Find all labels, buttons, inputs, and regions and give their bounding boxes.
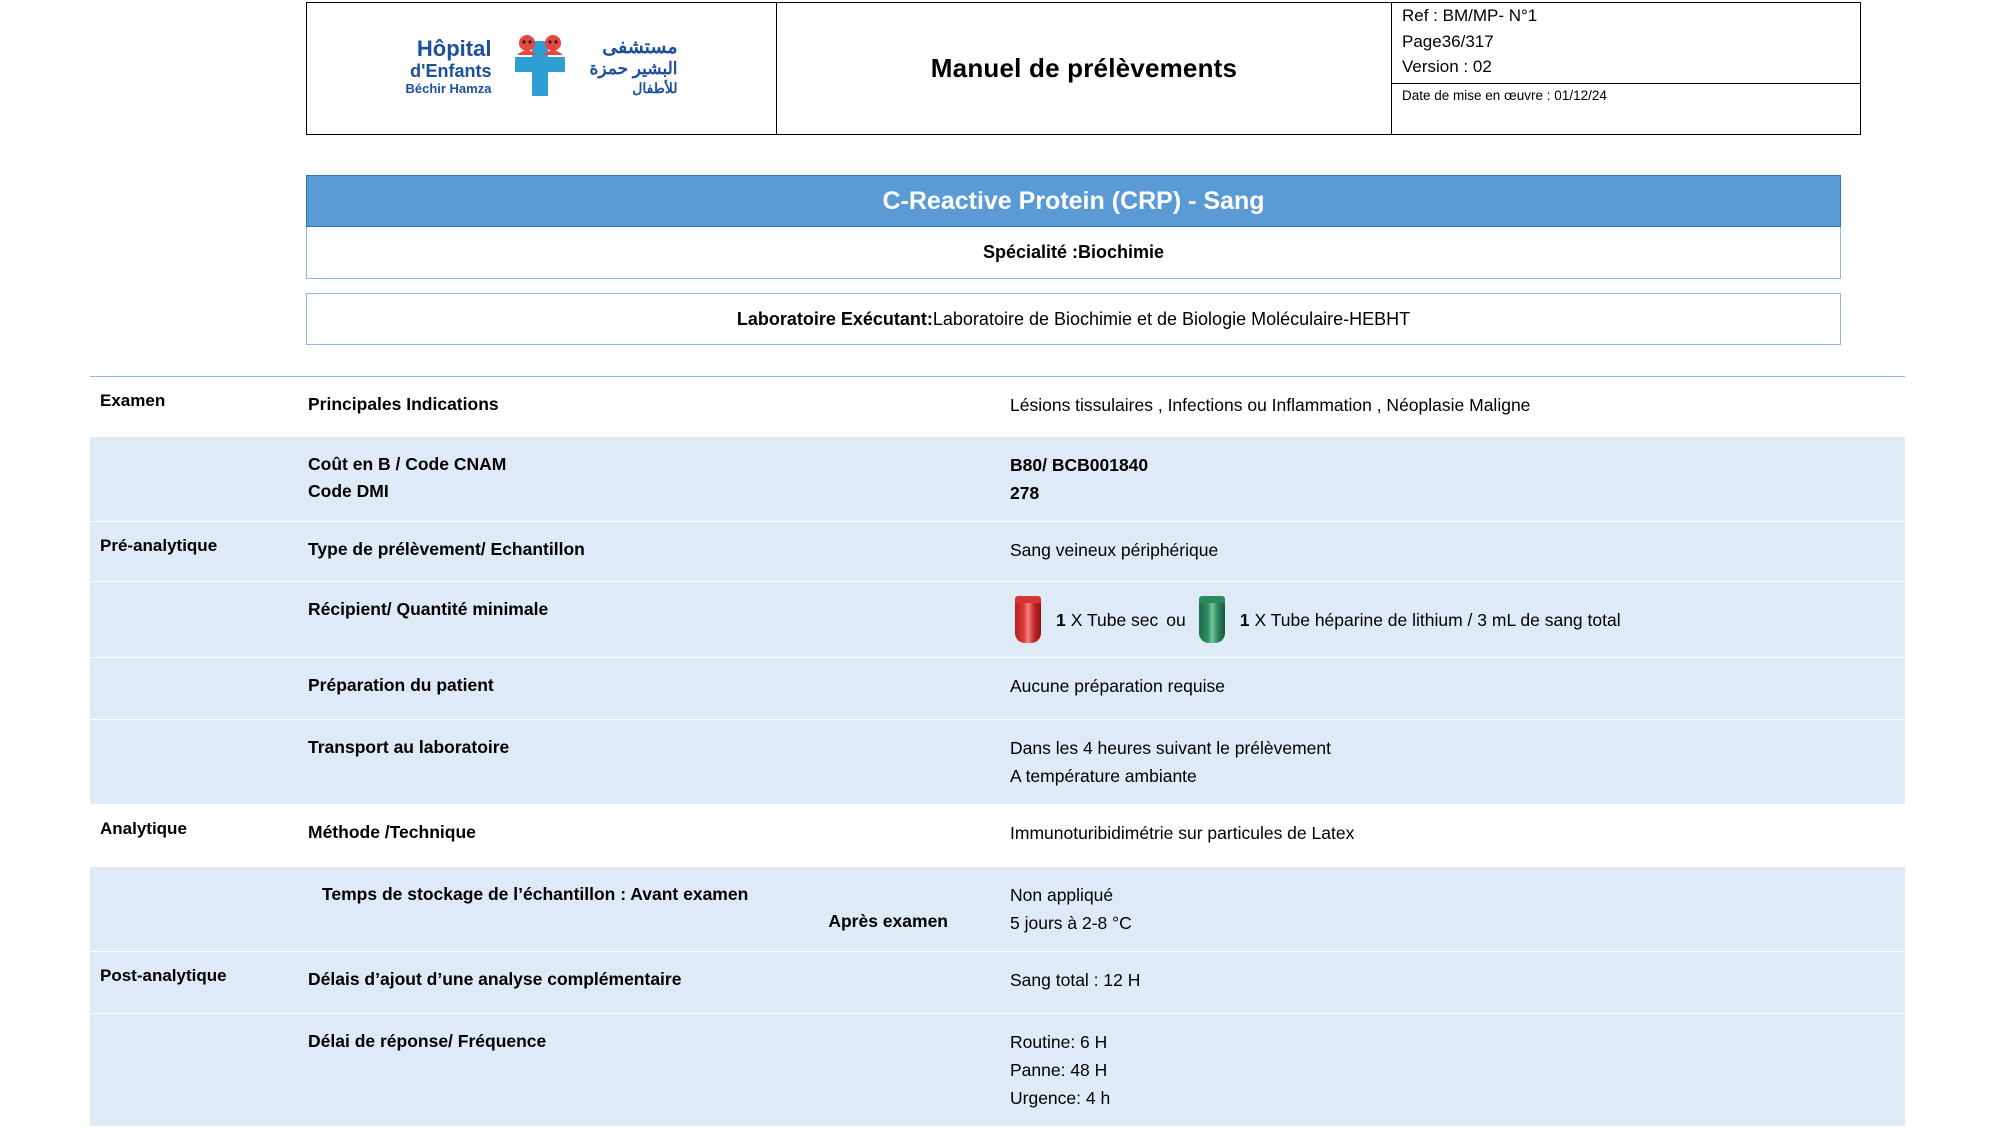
value-transport-2: A température ambiante [1010,766,1197,786]
label-type-prelevement: Type de prélèvement/ Echantillon [308,539,585,559]
page-number: Page36/317 [1402,31,1494,51]
label-preparation: Préparation du patient [308,675,494,695]
table-row-type-prelevement [90,522,1905,582]
ref-number: Ref : BM/MP- N°1 [1402,6,1538,25]
table-row-delai-reponse [90,1014,1905,1127]
specialty-value: Biochimie [1078,242,1165,262]
table-row-preparation [90,658,1905,720]
table-row-cout [90,437,1905,522]
value-cout [1000,437,1905,521]
value-indications: Lésions tissulaires , Infections ou Inflammation , Néoplasie Maligne [1010,395,1531,415]
label-delais-ajout: Délais d’ajout d’une analyse complémentaire [308,969,682,989]
value-stockage-apres: 5 jours à 2-8 °C [1010,913,1132,933]
table-row-delais-ajout [90,952,1905,1014]
category-analytique: Analytique [100,819,187,838]
category-empty-2 [90,582,290,657]
recipient-separator: ou [1166,609,1186,630]
red-tube-icon [1015,596,1041,643]
exam-details-table [90,376,1905,1127]
logo-arabic-text [589,37,677,97]
label-indications: Principales Indications [308,394,499,414]
document-title: Manuel de prélèvements [930,53,1238,83]
value-stockage-avant: Non appliqué [1010,885,1114,905]
document-header [306,2,1861,135]
value-methode: Immunoturibidimétrie sur particules de Latex [1010,823,1355,843]
laboratory-label: Laboratoire Exécutant: [736,308,933,329]
category-post-analytique: Post-analytique [90,952,290,1013]
value-transport [1000,720,1905,804]
value-delais-ajout: Sang total : 12 H [1010,970,1141,990]
label-cout [290,437,1000,521]
category-empty-4 [90,720,290,804]
label-delai-reponse: Délai de réponse/ Fréquence [308,1031,547,1051]
recipient-text-1: X Tube sec [1070,609,1159,630]
table-row-stockage [90,867,1905,952]
label-cout-cnam: Coût en B / Code CNAM [308,454,507,474]
category-empty-3 [90,658,290,719]
value-preparation: Aucune préparation requise [1010,676,1226,696]
children-hospital-icon [501,31,579,103]
label-methode: Méthode /Technique [308,822,476,842]
table-row-recipient [90,582,1905,658]
value-stockage [1000,867,1905,951]
value-delai-urgence: Urgence: 4 h [1010,1088,1111,1108]
category-empty-6 [90,1014,290,1126]
value-delai-reponse [1000,1014,1905,1126]
hospital-logo [405,31,677,103]
recipient-qty-2: 1 [1239,609,1250,630]
label-stockage [290,867,1000,951]
document-ref-cell [1392,3,1860,134]
laboratory-value: Laboratoire de Biochimie et de Biologie Moléculaire-HEBHT [932,308,1411,329]
label-code-dmi: Code DMI [308,481,389,502]
value-code-dmi: 278 [1010,483,1040,503]
value-delai-panne: Panne: 48 H [1010,1060,1108,1080]
logo-ar-line3: للأطفال [632,79,678,96]
logo-french-text [405,37,491,96]
exam-title-banner [306,175,1841,227]
specialty-row [306,227,1841,279]
logo-ar-line1: مستشفى [602,36,678,58]
value-recipient [1000,582,1905,657]
logo-ar-line2: البشير حمزة [589,59,678,79]
category-empty-1 [90,437,290,521]
table-row-methode [90,805,1905,867]
specialty-label: Spécialité : [982,242,1078,262]
laboratory-row [306,293,1841,345]
value-delai-routine: Routine: 6 H [1010,1032,1108,1052]
recipient-qty-1: 1 [1056,609,1066,630]
green-tube-icon-box [1194,596,1240,643]
table-row-transport [90,720,1905,805]
value-cout-cnam: B80/ BCB001840 [1010,455,1149,475]
label-recipient: Récipient/ Quantité minimale [308,599,549,619]
document-title-cell [777,3,1392,134]
value-type-prelevement: Sang veineux périphérique [1010,540,1219,560]
category-examen: Examen [100,391,166,410]
value-transport-1: Dans les 4 heures suivant le prélèvement [1010,738,1332,758]
recipient-text-2: X Tube héparine de lithium / 3 mL de sang total [1254,609,1621,630]
label-transport: Transport au laboratoire [308,737,510,757]
logo-fr-line3: Béchir Hamza [405,80,492,96]
label-stockage-apres: Après examen [828,911,948,932]
exam-title: C-Reactive Protein (CRP) - Sang [882,186,1265,215]
version-number: Version : 02 [1402,57,1492,77]
green-tube-icon [1199,596,1225,643]
hospital-logo-cell [307,3,777,134]
table-row-indications [90,377,1905,437]
label-stockage-avant: Temps de stockage de l’échantillon : Avant examen [322,884,749,904]
category-pre-analytique: Pré-analytique [90,522,290,581]
red-tube-icon-box [1010,596,1056,643]
category-empty-5 [90,867,290,951]
effective-date: Date de mise en œuvre : 01/12/24 [1402,87,1607,103]
logo-fr-line1: Hôpital [416,35,492,61]
logo-fr-line2: d'Enfants [410,61,492,82]
